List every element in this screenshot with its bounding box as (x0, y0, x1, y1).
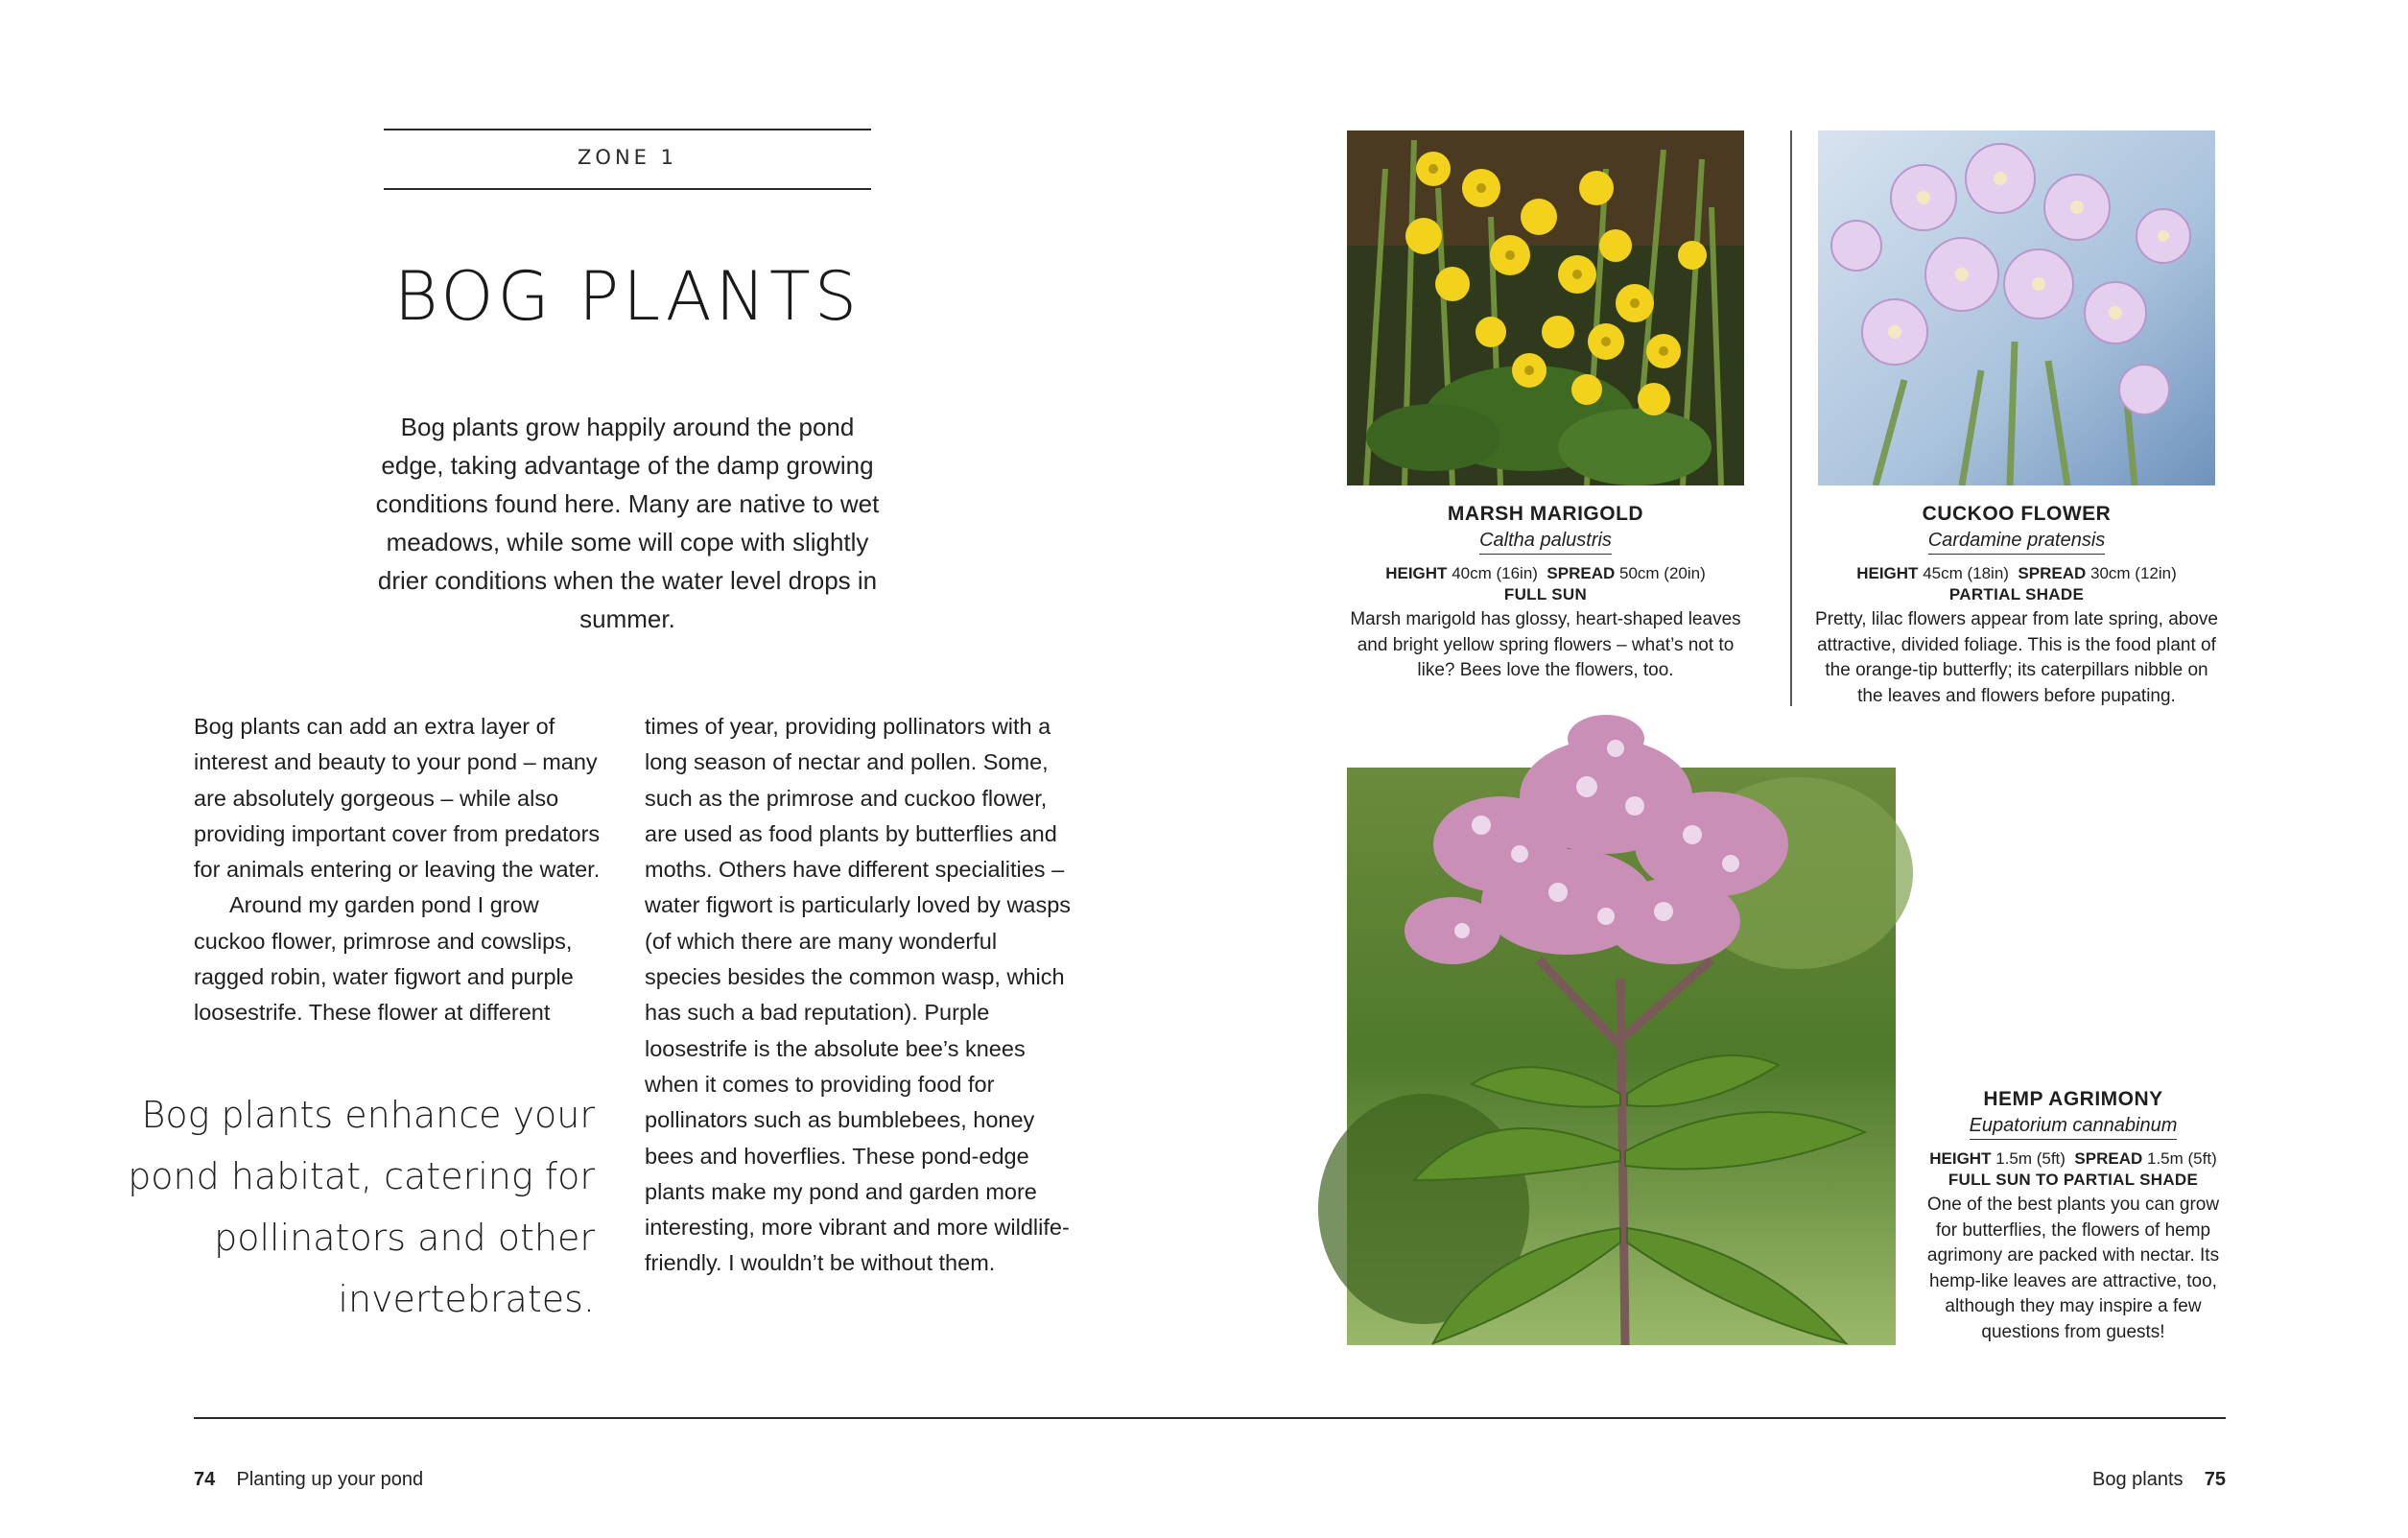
plant-dimensions: HEIGHT 1.5m (5ft) SPREAD 1.5m (5ft) (1929, 1149, 2217, 1168)
plant-description: Marsh marigold has glossy, heart-shaped leaves and bright yellow spring flowers – what’s not to like? Bees love the flowers, too. (1350, 609, 1741, 680)
zone-label: ZONE 1 (578, 146, 677, 169)
left-running-head: Planting up your pond (236, 1469, 424, 1490)
plant-name: HEMP AGRIMONY (1983, 1088, 2163, 1110)
body-paragraph-2: Around my garden pond I grow cuckoo flower, primrose and cowslips, ragged robin, water figwort and purple loosestrife. These flower at different (194, 892, 574, 1026)
body-paragraph-3: times of year, providing pollinators with a long season of nectar and pollen. Some, such as the primrose and cuckoo flower, are used as food plants by butterflies and moths. Others have different specialities – water figwort is particularly loved by wasps (of which there are many wonderful species besides the common wasp, which has such a bad reputation). Purple loosestrife is the absolute bee’s knees when it comes to providing food for pollinators such as bumblebees, honey bees and hoverflies. These pond-edge plants make my pond and garden more interesting, more vibrant and more wildlife-friendly. I wouldn’t be without them. (645, 714, 1072, 1276)
body-paragraph-1: Bog plants can add an extra layer of interest and beauty to your pond – many are absolutely gorgeous – while also providing important cover from predators for animals entering or leaving the water. (194, 714, 601, 883)
hemp-agrimony-photo (1347, 729, 1896, 1345)
plant-latin-name: Eupatorium cannabinum (1970, 1113, 2178, 1140)
marsh-marigold-photo (1347, 130, 1744, 485)
plant-description: Pretty, lilac flowers appear from late spring, above attractive, divided foliage. This is the food plant of the orange-tip butterfly; its caterpillars nibble on the leaves and flowers before pupating. (1815, 609, 2218, 706)
left-page-number: 74 (194, 1469, 216, 1490)
page-title: BOG PLANTS (393, 257, 862, 336)
zone-bottom-rule (384, 188, 871, 190)
marsh-marigold-caption (1347, 501, 1744, 684)
right-page-number: 75 (2204, 1469, 2226, 1490)
pull-quote: Bog plants enhance your pond habitat, catering for pollinators and other invertebrates. (128, 1094, 595, 1320)
right-folio (2092, 1469, 2226, 1491)
left-folio (194, 1469, 423, 1491)
hemp-agrimony-caption (1921, 1086, 2226, 1345)
plant-name: MARSH MARIGOLD (1447, 503, 1644, 525)
plant-dimensions: HEIGHT 45cm (18in) SPREAD 30cm (12in) (1856, 564, 2177, 582)
caption-divider (1790, 130, 1792, 706)
intro-paragraph: Bog plants grow happily around the pond edge, taking advantage of the damp growing conditions found here. Many are native to wet meadows, while some will cope with slightly drier conditions when the water level drops in summer. (375, 413, 880, 633)
plant-name: CUCKOO FLOWER (1922, 503, 2112, 525)
plant-dimensions: HEIGHT 40cm (16in) SPREAD 50cm (20in) (1385, 564, 1706, 582)
body-column-2 (645, 709, 1074, 1282)
plant-latin-name: Cardamine pratensis (1928, 528, 2106, 555)
plant-light: PARTIAL SHADE (1948, 585, 2085, 603)
plant-light: FULL SUN (1503, 585, 1588, 603)
plant-description: One of the best plants you can grow for butterflies, the flowers of hemp agrimony are packed with nectar. Its hemp-like leaves are attractive, too, although they may inspire a few questions from guests! (1926, 1195, 2220, 1342)
cuckoo-flower-caption (1814, 501, 2219, 709)
plant-light: FULL SUN TO PARTIAL SHADE (1948, 1171, 2199, 1189)
cuckoo-flower-photo (1818, 130, 2215, 485)
right-running-head: Bog plants (2092, 1469, 2184, 1490)
zone-top-rule (384, 129, 871, 130)
body-column-1 (194, 709, 616, 1031)
plant-latin-name: Caltha palustris (1479, 528, 1612, 555)
footer-rule (194, 1417, 2226, 1419)
